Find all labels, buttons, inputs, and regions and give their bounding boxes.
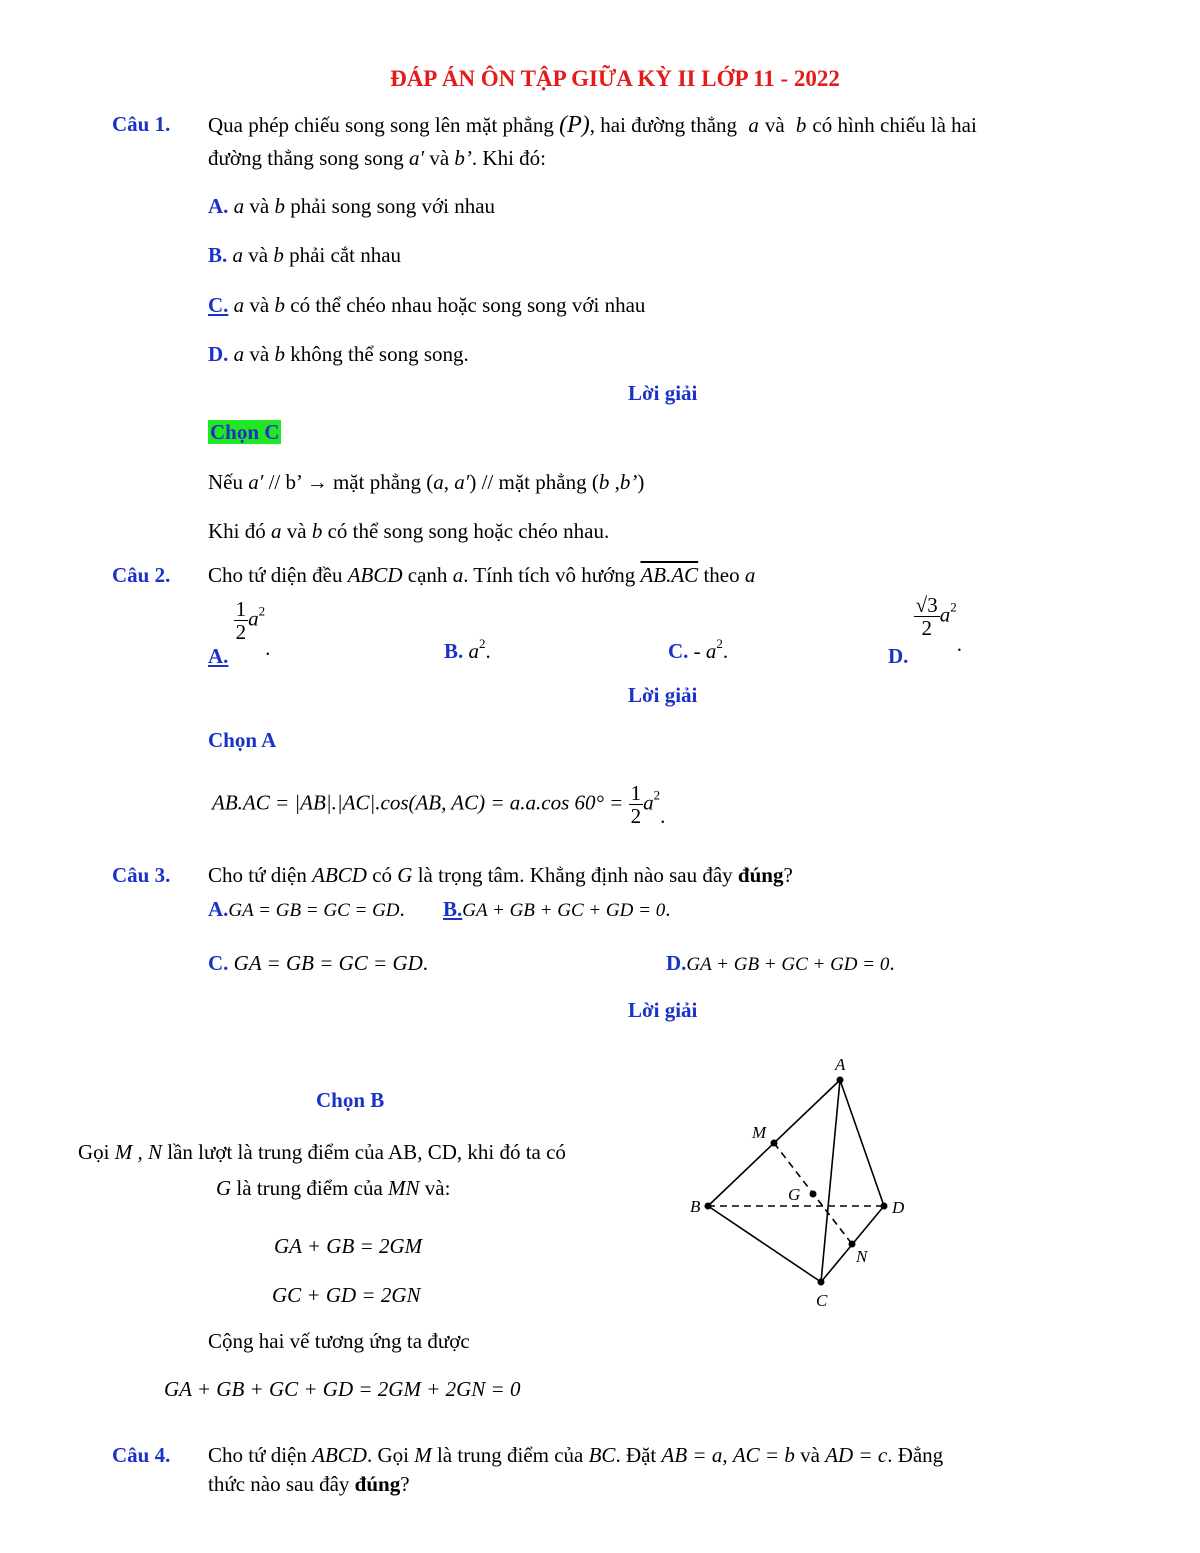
edge-bc xyxy=(708,1206,821,1282)
question-3-solution-line-1: Gọi M , N lần lượt là trung điểm của AB, CD, khi đó ta có xyxy=(78,1140,566,1164)
question-3-option-c[interactable]: C. GA = GB = GC = GD. xyxy=(208,951,429,975)
tetrahedron-diagram xyxy=(680,1050,920,1310)
question-2-formula: AB.AC = |AB|.|AC|.cos(AB, AC) = a.a.cos 60° = $\frac{1}{2}$ $a^2$. xyxy=(212,781,666,829)
question-2-option-d[interactable]: D. $\frac{√3}{2}$ $a^2$. xyxy=(888,593,962,669)
label-g: G xyxy=(788,1185,801,1204)
question-1-line-1: Qua phép chiếu song song lên mặt phẳng (P), hai đường thẳng a và b có hình chiếu là hai xyxy=(208,112,977,138)
point-c xyxy=(818,1279,825,1286)
question-2-option-b[interactable]: B. $a^2$. xyxy=(444,636,491,663)
point-g xyxy=(810,1191,817,1198)
question-4-line-1: Cho tứ diện ABCD. Gọi M là trung điểm của BC. Đặt AB = a, AC = b và AD = c. Đẳng xyxy=(208,1443,944,1467)
label-n: N xyxy=(856,1247,868,1266)
label-a: A xyxy=(835,1055,846,1074)
question-1-solution-line-1: Nếu a′ // b’ → mặt phẳng (a, a′) // mặt phẳng (b ,b’) xyxy=(208,470,645,494)
question-1-solution-title: Lời giải xyxy=(628,381,698,405)
question-1-option-a[interactable]: A. a và b phải song song với nhau xyxy=(208,194,496,218)
question-2-option-a[interactable]: A. $\frac{1}{2}$ $a^2$. xyxy=(208,597,271,669)
question-3-equation-2: GC + GD = 2GN xyxy=(272,1283,421,1307)
page-title: ĐÁP ÁN ÔN TẬP GIỮA KỲ II LỚP 11 - 2022 xyxy=(390,66,840,91)
label-m: M xyxy=(752,1123,767,1142)
question-3-solution-line-2: G là trung điểm của MN và: xyxy=(216,1176,451,1200)
label-d: D xyxy=(892,1198,905,1217)
label-c: C xyxy=(816,1291,828,1310)
label-b: B xyxy=(690,1197,701,1216)
question-3-solution-title: Lời giải xyxy=(628,998,698,1022)
question-2-label: Câu 2. xyxy=(112,563,171,587)
question-3-equation-3: GA + GB + GC + GD = 2GM + 2GN = 0 xyxy=(164,1377,521,1401)
arrow-icon: → xyxy=(306,470,328,494)
point-b xyxy=(705,1203,712,1210)
question-1-chosen-answer: Chọn C xyxy=(210,420,280,444)
question-3-option-b[interactable]: B.GA + GB + GC + GD = 0. xyxy=(443,897,671,921)
point-m xyxy=(771,1140,778,1147)
question-4-line-2: thức nào sau đây đúng? xyxy=(208,1472,410,1496)
question-3-option-d[interactable]: D.GA + GB + GC + GD = 0. xyxy=(666,951,895,975)
point-n xyxy=(849,1241,856,1248)
question-3-solution-line-3: Cộng hai vế tương ứng ta được xyxy=(208,1329,470,1353)
question-3-option-a[interactable]: A.GA = GB = GC = GD. xyxy=(208,897,405,921)
question-2-chosen-answer: Chọn A xyxy=(208,728,277,752)
point-d xyxy=(881,1203,888,1210)
question-1-line-2: đường thẳng song song a′ và b’. Khi đó: xyxy=(208,146,547,170)
question-1-option-b[interactable]: B. a và b phải cắt nhau xyxy=(208,243,402,267)
question-3-stem: Cho tứ diện ABCD có G là trọng tâm. Khẳng định nào sau đây đúng? xyxy=(208,863,793,887)
question-3-label: Câu 3. xyxy=(112,863,171,887)
question-1-solution-line-2: Khi đó a và b có thể song song hoặc chéo nhau. xyxy=(208,519,610,543)
question-4-label: Câu 4. xyxy=(112,1443,171,1467)
question-3-equation-1: GA + GB = 2GM xyxy=(274,1234,423,1258)
edge-ad xyxy=(840,1080,884,1206)
question-2-stem: Cho tứ diện đều ABCD cạnh a. Tính tích vô hướng AB.AC theo a xyxy=(208,563,756,587)
question-1-label: Câu 1. xyxy=(112,112,171,136)
point-a xyxy=(837,1077,844,1084)
question-2-solution-title: Lời giải xyxy=(628,683,698,707)
edge-ac xyxy=(821,1080,840,1282)
question-1-option-d[interactable]: D. a và b không thể song song. xyxy=(208,342,469,366)
question-3-chosen-answer: Chọn B xyxy=(316,1088,385,1112)
question-1-option-c[interactable]: C. a và b có thể chéo nhau hoặc song song với nhau xyxy=(208,293,646,317)
question-2-option-c[interactable]: C. - $a^2$. xyxy=(668,636,729,663)
